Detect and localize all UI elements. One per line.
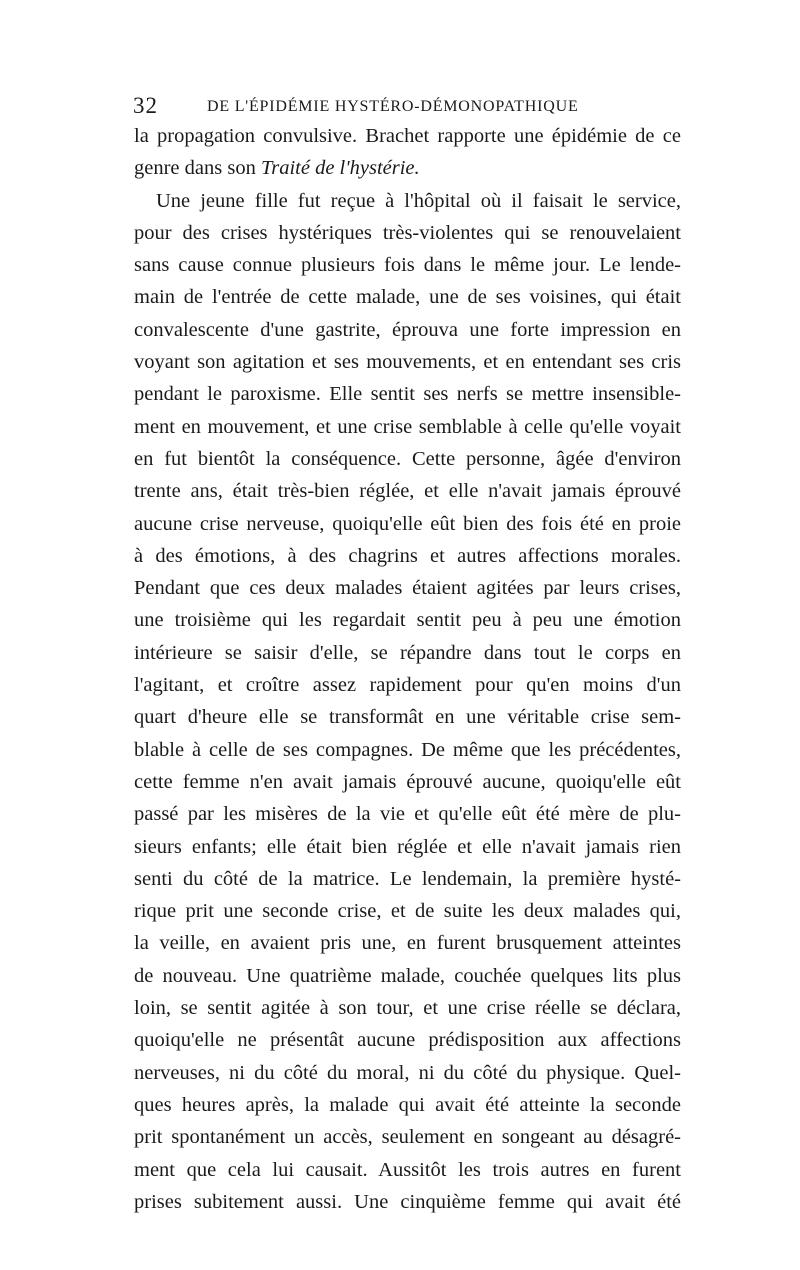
text-line [134,152,681,184]
text-line: sans cause connue plusieurs fois dans le même jour. Le lende- [134,254,681,277]
running-title: DE L'ÉPIDÉMIE HYSTÉRO-DÉMONOPATHIQUE [207,98,579,115]
text-line: ment que cela lui causait. Aussitôt les trois autres en furent [134,1158,681,1181]
text-line: rique prit une seconde crise, et de suite les deux malades qui, [134,900,681,923]
text-line: Une jeune fille fut reçue à l'hôpital où il faisait le service, [156,189,681,212]
text-line: ment en mouvement, et une crise semblable à celle qu'elle voyait [134,415,681,438]
text-line: pendant le paroxisme. Elle sentit ses nerfs se mettre insensible- [134,383,681,406]
text-line: quart d'heure elle se transformât en une véritable crise sem- [134,706,681,729]
text-line: prises subitement aussi. Une cinquième femme qui avait été [134,1190,681,1213]
text-line: blable à celle de ses compagnes. De même que les précédentes, [134,738,681,761]
text-line: passé par les misères de la vie et qu'elle eût été mère de plu- [134,803,681,826]
text-line: ques heures après, la malade qui avait été atteinte la seconde [134,1093,681,1116]
running-head [133,91,688,121]
text-line: prit spontanément un accès, seulement en songeant au désagré- [134,1126,681,1149]
text-line: la propagation convulsive. Brachet rapporte une épidémie de ce [134,125,681,147]
page-number: 32 [133,93,158,118]
text-line: pour des crises hystériques très-violentes qui se renouvelaient [134,221,681,244]
text-line: main de l'entrée de cette malade, une de ses voisines, qui était [134,286,681,309]
text-line: en fut bientôt la conséquence. Cette personne, âgée d'environ [134,447,681,470]
text-line: voyant son agitation et ses mouvements, et en entendant ses cris [134,351,681,374]
text-line: Pendant que ces deux malades étaient agitées par leurs crises, [134,577,681,600]
italic-book-title: Traité de l'hystérie. [260,157,420,180]
text-line: loin, se sentit agitée à son tour, et une crise réelle se déclara, [134,997,681,1020]
text-line: nerveuses, ni du côté du moral, ni du côté du physique. Quel- [134,1061,681,1084]
text-line: senti du côté de la matrice. Le lendemain, la première hysté- [134,867,681,890]
text-line: quoiqu'elle ne présentât aucune prédisposition aux affections [134,1029,681,1052]
text-line: sieurs enfants; elle était bien réglée et elle n'avait jamais rien [134,835,681,858]
text-line-start: genre dans son [134,157,256,180]
body-text [134,120,681,1218]
text-line: la veille, en avaient pris une, en furent brusquement atteintes [134,932,681,955]
text-line: convalescente d'une gastrite, éprouva une forte impression en [134,318,681,341]
text-line: cette femme n'en avait jamais éprouvé aucune, quoiqu'elle eût [134,770,681,793]
text-line: aucune crise nerveuse, quoiqu'elle eût bien des fois été en proie [134,512,681,535]
text-line: l'agitant, et croître assez rapidement pour qu'en moins d'un [134,674,681,697]
text-line: à des émotions, à des chagrins et autres affections morales. [134,544,681,567]
text-line: trente ans, était très-bien réglée, et elle n'avait jamais éprouvé [134,480,681,503]
text-line: une troisième qui les regardait sentit peu à peu une émotion [134,609,681,632]
text-line: intérieure se saisir d'elle, se répandre dans tout le corps en [134,641,681,664]
text-line: de nouveau. Une quatrième malade, couchée quelques lits plus [134,964,681,987]
